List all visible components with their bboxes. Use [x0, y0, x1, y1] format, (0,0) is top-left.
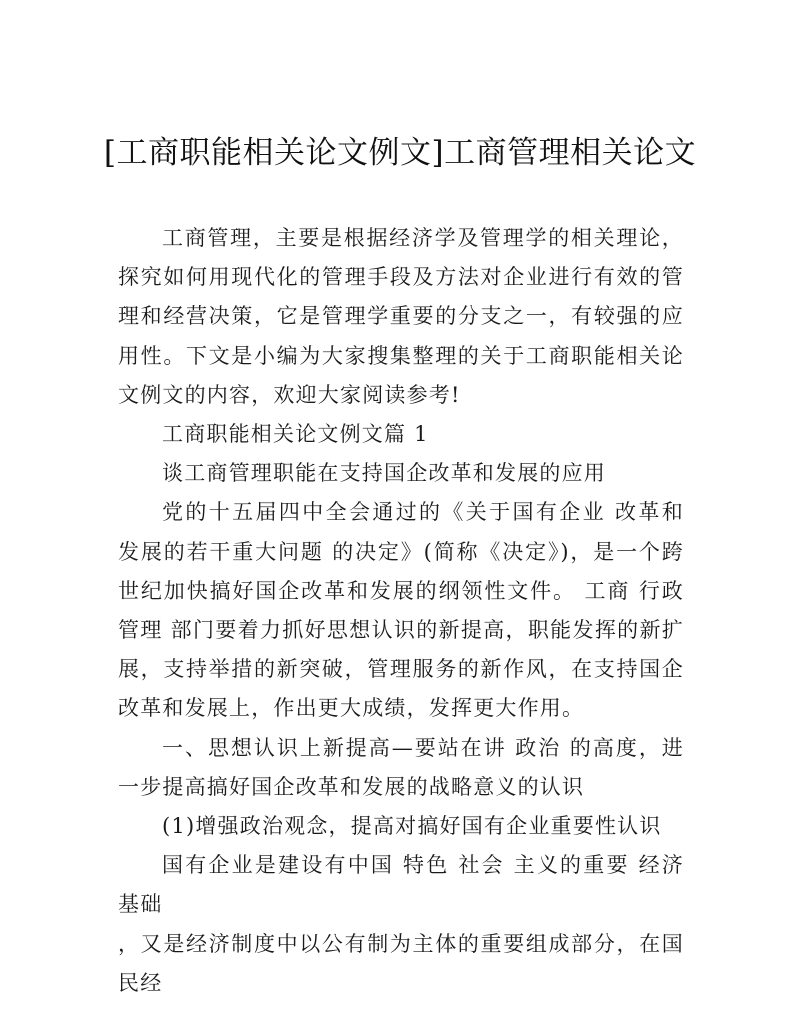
- document-body: [118, 219, 684, 1003]
- body-paragraph: 党的十五届四中全会通过的《关于国有企业 改革和 发展的若干重大问题 的决定》(简称《决定》)，是一个跨世纪加快搞好国企改革和发展的纲领性文件。 工商 行政 管理 部门要着力抓好思想认识的新提高，职能发挥的新扩展，支持举措的新突破，管理服务的新作风，在支持国企改革和发展上，作出更大成绩，发挥更大作用。: [118, 500, 684, 721]
- subsection-heading: 一、思想认识上新提高—要站在讲 政治 的高度，进一步提高搞好国企改革和发展的战略意义的认识: [118, 735, 684, 799]
- body-paragraph: 国有企业是建设有中国 特色 社会 主义的重要 经济 基础: [118, 853, 684, 917]
- section-heading: 工商职能相关论文例文篇 1: [162, 422, 429, 447]
- document-title: [工商职能相关论文例文]工商管理相关论文: [103, 135, 697, 171]
- article-title: 谈工商管理职能在支持国企改革和发展的应用: [162, 461, 606, 486]
- intro-paragraph: 工商管理，主要是根据经济学及管理学的相关理论，探究如何用现代化的管理手段及方法对企业进行有效的管理和经营决策，它是管理学重要的分支之一，有较强的应用性。下文是小编为大家搜集整理的关于工商职能相关论文例文的内容，欢迎大家阅读参考!: [118, 226, 684, 407]
- point-heading: (1)增强政治观念，提高对搞好国有企业重要性认识: [162, 814, 662, 839]
- body-paragraph-continued: ，又是经济制度中以公有制为主体的重要组成部分，在国民经: [118, 931, 684, 995]
